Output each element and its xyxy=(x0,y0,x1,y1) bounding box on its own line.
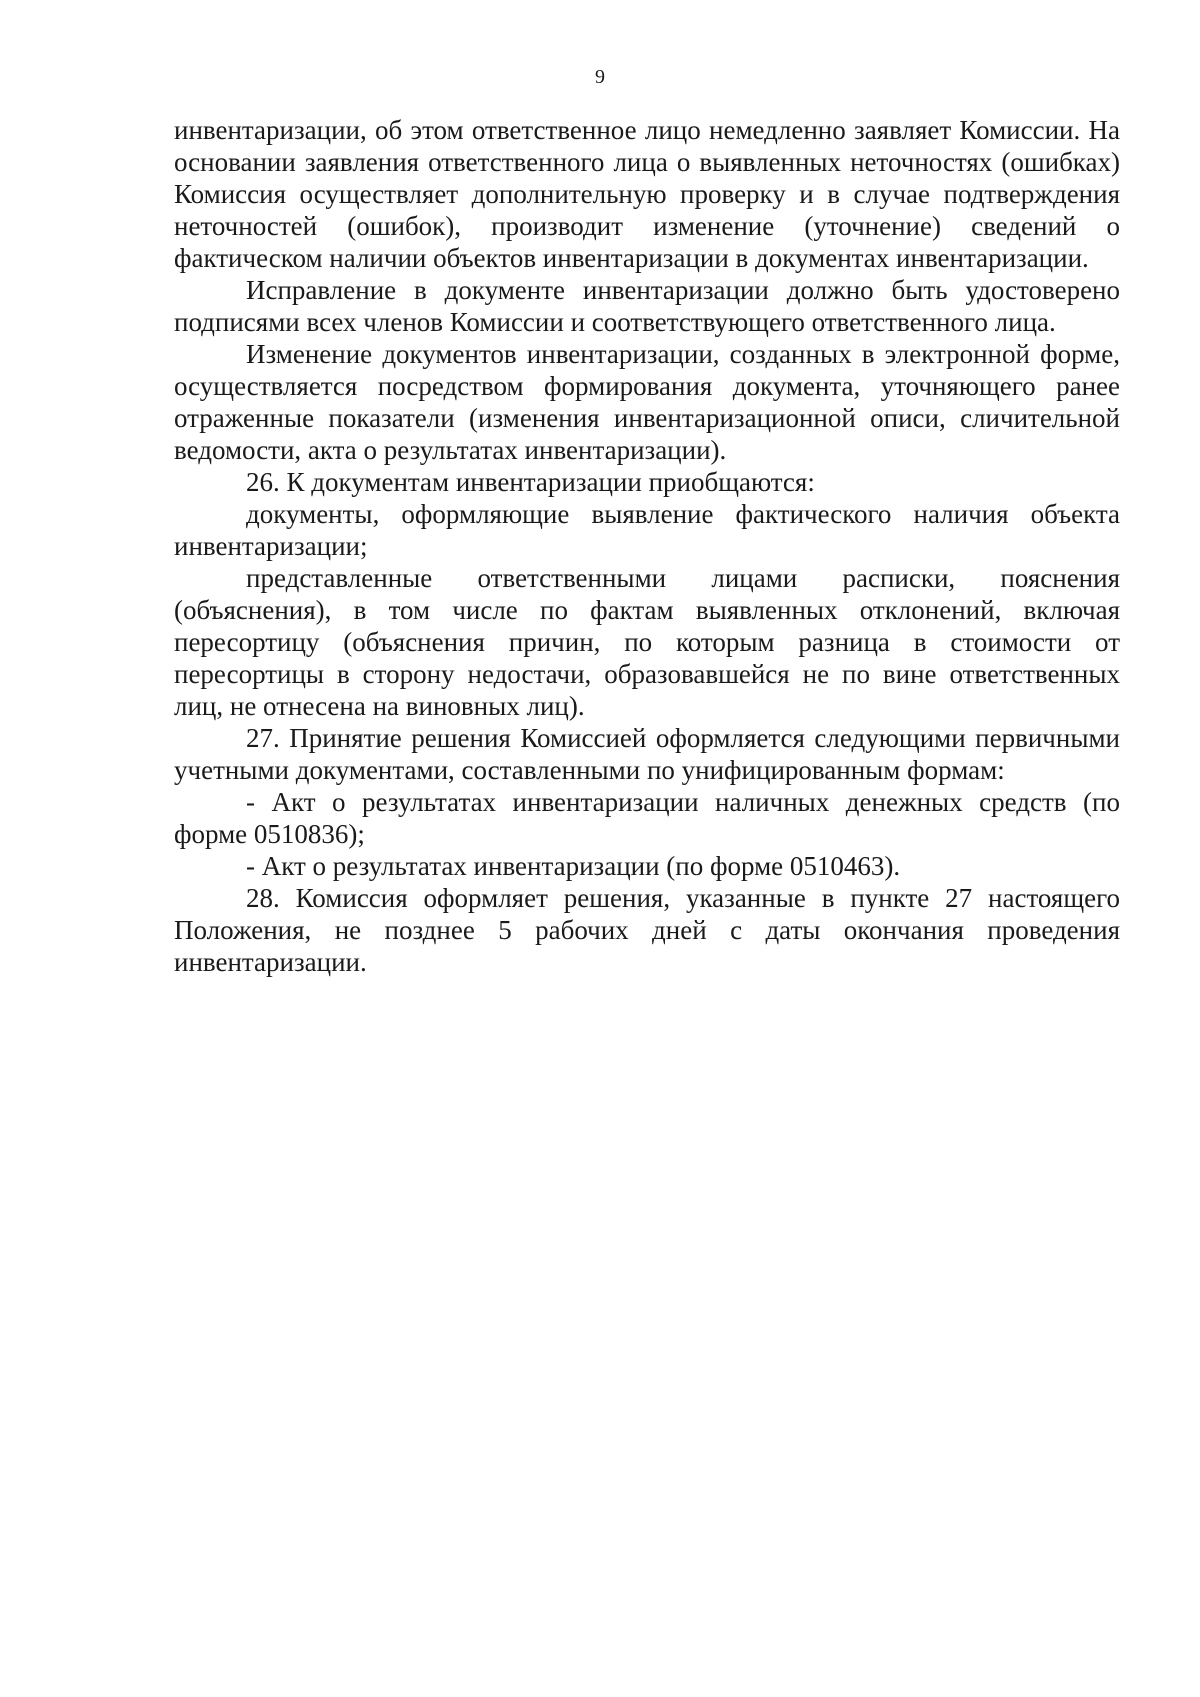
clause-28: 28. Комиссия оформляет решения, указанные в пункте 27 настоящего Положения, не позднее 5 рабочих дней с даты окончания проведения инвентаризации. xyxy=(174,883,1120,977)
clause-26-item-documents: документы, оформляющие выявление фактического наличия объекта инвентаризации; xyxy=(174,499,1120,561)
document-body xyxy=(174,114,1120,978)
paragraph-electronic-documents: Изменение документов инвентаризации, созданных в электронной форме, осуществляется посредством формирования документа, уточняющего ранее отраженные показатели (изменения инвентаризационной описи, сличительной ведомости, акта о результатах инвентаризации). xyxy=(174,339,1120,465)
clause-27: 27. Принятие решения Комиссией оформляется следующими первичными учетными документами, составленными по унифицированным формам: xyxy=(174,723,1120,785)
clause-26-heading: 26. К документам инвентаризации приобщаются: xyxy=(246,467,815,497)
clause-27-item-cash-act: - Акт о результатах инвентаризации наличных денежных средств (по форме 0510836); xyxy=(174,787,1120,849)
paragraph-correction-signatures: Исправление в документе инвентаризации должно быть удостоверено подписями всех членов Комиссии и соответствующего ответственного лица. xyxy=(174,275,1120,337)
clause-27-item-results-act: - Акт о результатах инвентаризации (по форме 0510463). xyxy=(246,851,901,881)
paragraph-continuation: инвентаризации, об этом ответственное лицо немедленно заявляет Комиссии. На основании заявления ответственного лица о выявленных неточностях (ошибках) Комиссия осуществляет дополнительную проверку и в случае подтверждения неточностей (ошибок), производит изменение (уточнение) сведений о фактическом наличии объектов инвентаризации в документах инвентаризации. xyxy=(174,115,1120,273)
clause-26-item-explanations: представленные ответственными лицами расписки, пояснения (объяснения), в том числе по фактам выявленных отклонений, включая пересортицу (объяснения причин, по которым разница в стоимости от пересортицы в сторону недостачи, образовавшейся не по вине ответственных лиц, не отнесена на виновных лиц). xyxy=(174,563,1120,721)
page-number: 9 xyxy=(595,66,605,88)
